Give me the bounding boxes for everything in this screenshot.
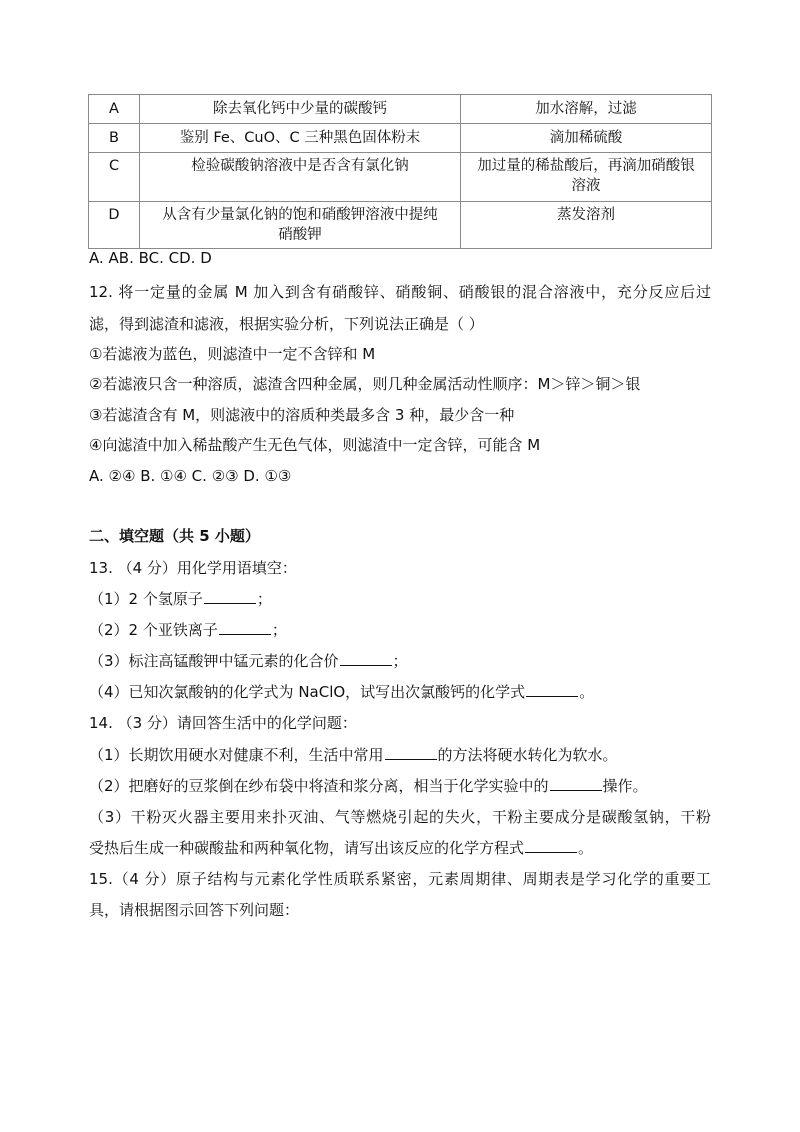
q12-statement-3: ③若滤渣含有 M，则滤液中的溶质种类最多含 3 种，最少含一种 bbox=[89, 406, 515, 424]
q12-stem-line-1: 12. 将一定量的金属 M 加入到含有硝酸锌、硝酸铜、硝酸银的混合溶液中，充分反应后过 bbox=[89, 283, 711, 301]
table-row bbox=[89, 124, 712, 153]
q13-part-1-end: ； bbox=[256, 590, 272, 608]
q13-stem: 13. （4 分）用化学用语填空： bbox=[89, 559, 297, 577]
answer-blank[interactable] bbox=[526, 682, 578, 697]
q14-part-2-text: （2）把磨好的豆浆倒在纱布袋中将渣和浆分离，相当于化学实验中的 bbox=[89, 777, 549, 795]
q14-part-3-line-2 bbox=[89, 838, 593, 858]
q12-statement-2: ②若滤液只含一种溶质，滤渣含四种金属，则几种金属活动性顺序：M＞锌＞铜＞银 bbox=[89, 375, 641, 393]
q12-statement-4: ④向滤渣中加入稀盐酸产生无色气体，则滤渣中一定含锌，可能含 M bbox=[89, 436, 541, 454]
q11-answer-choices: A. AB. BC. CD. D bbox=[89, 249, 212, 267]
q14-part-3-line-1: （3）干粉灭火器主要用来扑灭油、气等燃烧引起的失火，干粉主要成分是碳酸氢钠，干粉 bbox=[89, 808, 711, 826]
experiment-method bbox=[461, 153, 712, 202]
q15-stem-line-1: 15.（4 分）原子结构与元素化学性质联系紧密，元素周期律、周期表是学习化学的重要工 bbox=[89, 870, 711, 888]
q14-part-1 bbox=[89, 745, 618, 765]
q12-statement-1: ①若滤液为蓝色，则滤渣中一定不含锌和 M bbox=[89, 345, 376, 363]
option-label: B bbox=[89, 124, 140, 153]
experiment-purpose: 鉴别 Fe、CuO、C 三种黑色固体粉末 bbox=[140, 124, 461, 153]
q14-part-2 bbox=[89, 776, 648, 796]
q13-part-3 bbox=[89, 651, 408, 671]
answer-blank[interactable] bbox=[204, 589, 256, 604]
q12-stem-line-2: 滤，得到滤渣和滤液，根据实验分析，下列说法正确是（ ） bbox=[89, 315, 484, 333]
q13-part-3-end: ； bbox=[392, 652, 408, 670]
method-line-1: 加过量的稀盐酸后，再滴加硝酸银 bbox=[477, 158, 695, 174]
answer-blank[interactable] bbox=[550, 776, 602, 791]
q14-part-3-end: 。 bbox=[578, 839, 594, 857]
option-label: D bbox=[89, 202, 140, 249]
experiment-purpose: 检验碳酸钠溶液中是否含有氯化钠 bbox=[140, 153, 461, 202]
experiment-purpose: 除去氧化钙中少量的碳酸钙 bbox=[140, 95, 461, 124]
q14-part-3-text: 受热后生成一种碳酸盐和两种氧化物，请写出该反应的化学方程式 bbox=[89, 839, 525, 857]
q13-part-3-text: （3）标注高锰酸钾中锰元素的化合价 bbox=[89, 652, 339, 670]
q13-part-4-text: （4）已知次氯酸钠的化学式为 NaClO，试写出次氯酸钙的化学式 bbox=[89, 683, 526, 701]
table-row bbox=[89, 153, 712, 202]
q14-part-1-text: （1）长期饮用硬水对健康不利，生活中常用 bbox=[89, 746, 384, 764]
q14-part-2-end: 操作。 bbox=[602, 777, 648, 795]
table-row bbox=[89, 202, 712, 249]
experiment-options-table bbox=[88, 94, 712, 249]
answer-blank[interactable] bbox=[340, 651, 392, 666]
purpose-line-2: 硝酸钾 bbox=[278, 227, 322, 243]
q13-part-4 bbox=[89, 682, 594, 702]
q13-part-2-end: ； bbox=[271, 621, 287, 639]
q13-part-2-text: （2）2 个亚铁离子 bbox=[89, 621, 218, 639]
table-row bbox=[89, 95, 712, 124]
section-title: 二、填空题（共 5 小题） bbox=[89, 527, 260, 545]
q14-part-1-end: 的方法将硬水转化为软水。 bbox=[437, 746, 618, 764]
answer-blank[interactable] bbox=[385, 745, 437, 760]
q14-stem: 14. （3 分）请回答生活中的化学问题： bbox=[89, 714, 357, 732]
purpose-line-1: 从含有少量氯化钠的饱和硝酸钾溶液中提纯 bbox=[162, 207, 438, 223]
q13-part-4-end: 。 bbox=[579, 683, 595, 701]
q13-part-1-text: （1）2 个氢原子 bbox=[89, 590, 203, 608]
experiment-method: 加水溶解，过滤 bbox=[461, 95, 712, 124]
q12-answer-choices: A. ②④ B. ①④ C. ②③ D. ①③ bbox=[89, 467, 292, 485]
experiment-method: 蒸发溶剂 bbox=[461, 202, 712, 249]
experiment-purpose bbox=[140, 202, 461, 249]
experiment-method: 滴加稀硫酸 bbox=[461, 124, 712, 153]
answer-blank[interactable] bbox=[525, 838, 577, 853]
method-line-2: 溶液 bbox=[571, 178, 601, 194]
option-label: C bbox=[89, 153, 140, 202]
q15-stem-line-2: 具，请根据图示回答下列问题： bbox=[89, 901, 300, 919]
answer-blank[interactable] bbox=[219, 620, 271, 635]
q13-part-2 bbox=[89, 620, 287, 640]
q13-part-1 bbox=[89, 589, 272, 609]
option-label: A bbox=[89, 95, 140, 124]
